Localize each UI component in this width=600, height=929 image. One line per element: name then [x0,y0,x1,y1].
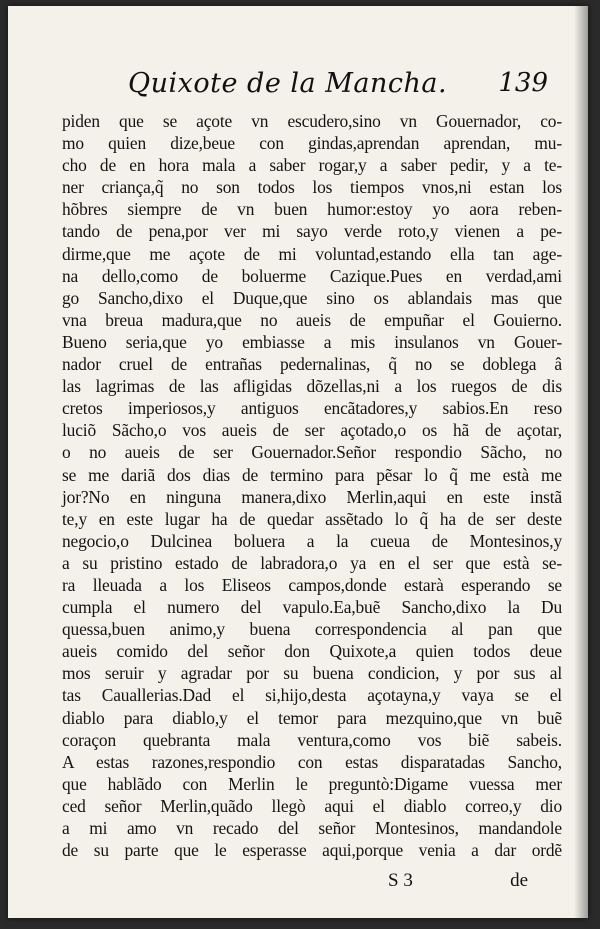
body-text [62,110,562,861]
text-line: ner criança,q̃ no son todos los tiempos vnos,ni estan los [62,177,562,198]
text-line: negocio,o Dulcinea boluera a la cueua de Montesinos,y [62,530,562,551]
text-line: mo quien dize,beue con gindas,aprendan aprendan, mu- [62,133,562,154]
text-line: cho de en hora mala a saber rogar,y a saber pedir, y a te- [62,155,562,176]
text-line: diablo para diablo,y el temor para mezquino,que vn buẽ [62,707,562,728]
text-line: hõbres siempre de vn buen humor:estoy yo aora reben- [62,199,562,220]
book-page [8,6,588,918]
text-line: quessa,buen animo,y buena correspondencia al pan que [62,619,562,640]
text-line: na dello,como de boluerme Cazique.Pues en verdad,ami [62,265,562,286]
text-line: o no aueis de ser Gouernador.Señor respondio Sãcho, no [62,442,562,463]
page-footer [388,870,528,896]
text-line: piden que se açote vn escudero,sino vn Gouernador, co- [62,111,562,131]
text-line: luciõ Sãcho,o vos aueis de ser açotado,o os hã de açotar, [62,420,562,441]
text-line: de su parte que le esperasse aqui,porque venia a dar ordẽ [62,840,562,861]
text-line: nador cruel de entrañas pedernalinas, q̃ no se doblega â [62,354,562,375]
text-line: te,y en este lugar ha de quedar assẽtado lo q̃ ha de ser deste [62,508,562,529]
text-line: a su pristino estado de labradora,o ya en el ser que està se- [62,552,562,573]
text-line: ced señor Merlin,quãdo llegò aqui el diablo correo,y dio [62,795,562,816]
text-line: a mi amo vn recado del señor Montesinos, mandandole [62,818,562,838]
text-line: aueis comido del señor don Quixote,a quien todos deue [62,641,562,662]
text-line: Bueno seria,que yo embiasse a mis insulanos vn Gouer- [62,331,562,352]
page-number: 139 [498,68,548,98]
text-line: mos seruir y agradar por su buena condicion, y por sus al [62,663,562,684]
signature-mark: S 3 [388,870,413,891]
text-line: go Sancho,dixo el Duque,que sino os ablandais mas que [62,287,562,308]
text-line: ra lleuada a los Eliseos campos,donde estarà esperando se [62,574,562,595]
text-line: cumpla el numero del vapulo.Ea,buẽ Sancho,dixo la Du [62,597,562,618]
text-line: dirme,que me açote de mi voluntad,estando ella tan age- [62,243,562,264]
text-line: que hablãdo con Merlin le preguntò:Digame vuessa mer [62,773,562,794]
text-line: coraçon quebranta mala ventura,como vos biẽ sabeis. [62,729,562,750]
text-line: tas Cauallerias.Dad el si,hijo,desta açotayna,y vaya se el [62,685,562,706]
text-line: se me dariã dos dias de termino para pẽsar lo q̃ me està me [62,464,562,485]
catchword: de [510,870,528,891]
text-line: A estas razones,respondio con estas disparatadas Sancho, [62,751,562,772]
text-line: las lagrimas de las afligidas dõzellas,ni a los ruegos de dis [62,376,562,397]
text-line: vna breua madura,que no aueis de empuñar el Gouierno. [62,309,562,330]
text-line: jor?No en ninguna manera,dixo Merlin,aqui en este instã [62,486,562,507]
text-line: tando de pena,por ver mi sayo verde roto,y vienen a pe- [62,221,562,242]
running-title: Quixote de la Mancha. [128,68,448,99]
page-header [128,68,548,106]
text-line: cretos imperiosos,y antiguos encãtadores,y sabios.En reso [62,398,562,419]
